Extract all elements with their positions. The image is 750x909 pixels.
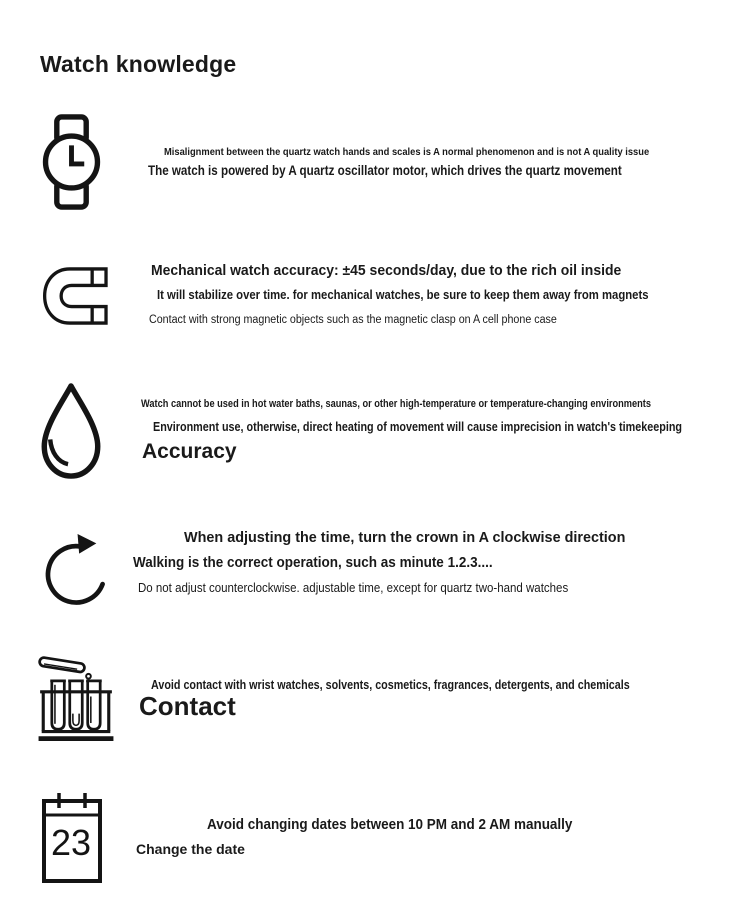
magnet-sub-text: It will stabilize over time. for mechanical watches, be sure to keep them away from magnets	[157, 287, 649, 302]
crown-sub-text: Walking is the correct operation, such as minute 1.2.3....	[133, 554, 493, 571]
contact-label: Contact	[139, 691, 236, 721]
crown-headline-text: When adjusting the time, turn the crown in A clockwise direction	[184, 529, 626, 546]
quartz-headline-text: The watch is powered by A quartz oscillator motor, which drives the quartz movement	[148, 162, 622, 178]
test-tubes-icon-svg	[37, 648, 115, 745]
contact-sub-text: Avoid contact with wrist watches, solvents, cosmetics, fragrances, detergents, and chemicals	[151, 678, 630, 692]
magnet-icon-svg	[42, 265, 108, 327]
calendar-day-number: 23	[50, 822, 92, 863]
temperature-sub-text: Environment use, otherwise, direct heating of movement will cause imprecision in watch's timekeeping	[153, 419, 683, 434]
clockwise-arrow-icon	[40, 527, 112, 613]
water-drop-icon	[39, 382, 103, 481]
magnet-icon	[42, 265, 108, 327]
page-title: Watch knowledge	[40, 51, 237, 78]
quartz-note-text: Misalignment between the quartz watch hands and scales is A normal phenomenon and is not A quality issue	[164, 146, 650, 158]
clockwise-arrow-icon-svg	[40, 527, 112, 613]
calendar-icon-svg	[41, 791, 103, 885]
wristwatch-icon	[41, 113, 102, 211]
test-tubes-icon	[37, 648, 115, 745]
magnet-note-text: Contact with strong magnetic objects such as the magnetic clasp on A cell phone case	[149, 314, 557, 326]
temperature-note-text: Watch cannot be used in hot water baths, saunas, or other high-temperature or temperature-changing environments	[141, 398, 651, 410]
date-headline-text: Avoid changing dates between 10 PM and 2 AM manually	[207, 817, 573, 833]
magnet-headline-text: Mechanical watch accuracy: ±45 seconds/day, due to the rich oil inside	[151, 262, 622, 279]
accuracy-label: Accuracy	[142, 440, 237, 463]
wristwatch-icon-svg	[41, 113, 102, 211]
water-drop-icon-svg	[39, 382, 103, 481]
calendar-icon	[41, 791, 103, 885]
crown-note-text: Do not adjust counterclockwise. adjustable time, except for quartz two-hand watches	[138, 581, 569, 595]
date-sub-text: Change the date	[136, 841, 245, 857]
